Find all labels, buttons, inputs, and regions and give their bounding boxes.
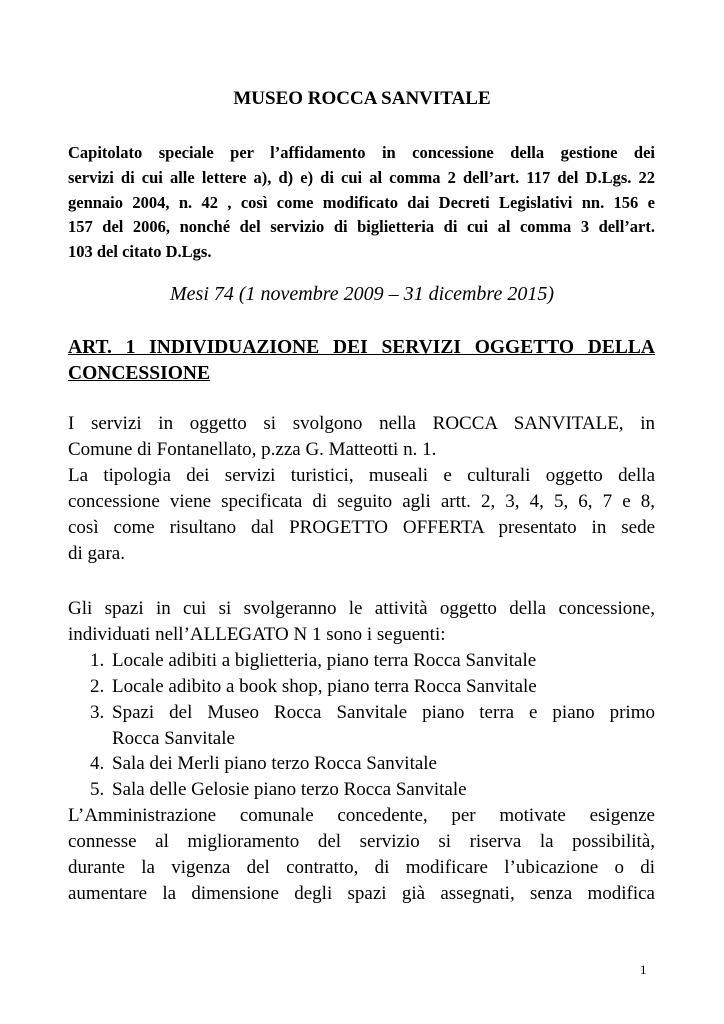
list-item	[90, 648, 655, 674]
paragraph-services	[68, 411, 655, 566]
paragraph-spaces	[68, 596, 655, 907]
list-text: Locale adibiti a biglietteria, piano terra Rocca Sanvitale	[112, 649, 537, 671]
list-number: 1.	[90, 649, 105, 671]
text-line: individuati nell’ALLEGATO N 1 sono i seguenti:	[68, 623, 446, 645]
list-text: Spazi del Museo Rocca Sanvitale piano terra e piano primo	[112, 701, 655, 723]
text-line: gennaio 2004, n. 42 , così come modificato dai Decreti Legislativi nn. 156 e	[68, 192, 655, 212]
text-line: CONCESSIONE	[68, 363, 210, 384]
subtitle-paragraph	[68, 141, 655, 265]
text-line: di gara.	[68, 542, 125, 564]
text-line: 157 del 2006, nonché del servizio di biglietteria di cui al comma 3 dell’art.	[68, 217, 655, 237]
list-item-continuation: Rocca Sanvitale	[112, 727, 235, 749]
text-line: ART. 1 INDIVIDUAZIONE DEI SERVIZI OGGETTO DELLA	[68, 337, 655, 358]
list-item	[90, 751, 655, 777]
text-line: aumentare la dimensione degli spazi già assegnati, senza modifica	[68, 882, 655, 904]
list-number: 5.	[90, 779, 105, 801]
list-text: Sala delle Gelosie piano terzo Rocca Sanvitale	[112, 779, 467, 801]
list-number: 2.	[90, 675, 105, 697]
text-line: I servizi in oggetto si svolgono nella ROCCA SANVITALE, in	[68, 413, 655, 434]
page-number: 1	[640, 962, 647, 977]
text-line: 103 del citato D.Lgs.	[68, 242, 212, 262]
text-line: così come risultano dal PROGETTO OFFERTA presentato in sede	[68, 516, 655, 538]
list-number: 4.	[90, 753, 105, 775]
text-line: Comune di Fontanellato, p.zza G. Matteotti n. 1.	[68, 438, 437, 460]
text-line: Gli spazi in cui si svolgeranno le attività oggetto della concessione,	[68, 598, 655, 619]
text-line: servizi di cui alle lettere a), d) e) di cui al comma 2 dell’art. 117 del D.Lgs. 22	[68, 167, 655, 187]
document-title: MUSEO ROCCA SANVITALE	[233, 88, 491, 109]
list-item	[90, 777, 655, 803]
text-line: concessione viene specificata di seguito agli artt. 2, 3, 4, 5, 6, 7 e 8,	[68, 490, 655, 512]
spaces-list	[68, 648, 655, 803]
text-line: L’Amministrazione comunale concedente, per motivate esigenze	[68, 805, 655, 827]
text-line: Capitolato speciale per l’affidamento in concessione della gestione dei	[68, 143, 655, 162]
list-number: 3.	[90, 701, 105, 723]
list-item	[90, 674, 655, 700]
text-line: durante la vigenza del contratto, di modificare l’ubicazione o di	[68, 857, 655, 879]
article-heading	[68, 335, 655, 387]
text-line: connesse al miglioramento del servizio si riserva la possibilità,	[68, 831, 655, 853]
list-text: Locale adibito a book shop, piano terra Rocca Sanvitale	[112, 675, 537, 697]
text-line: La tipologia dei servizi turistici, museali e culturali oggetto della	[68, 464, 655, 486]
list-item	[90, 700, 655, 726]
list-text: Sala dei Merli piano terzo Rocca Sanvitale	[112, 753, 437, 775]
duration-line: Mesi 74 (1 novembre 2009 – 31 dicembre 2015)	[170, 283, 554, 305]
